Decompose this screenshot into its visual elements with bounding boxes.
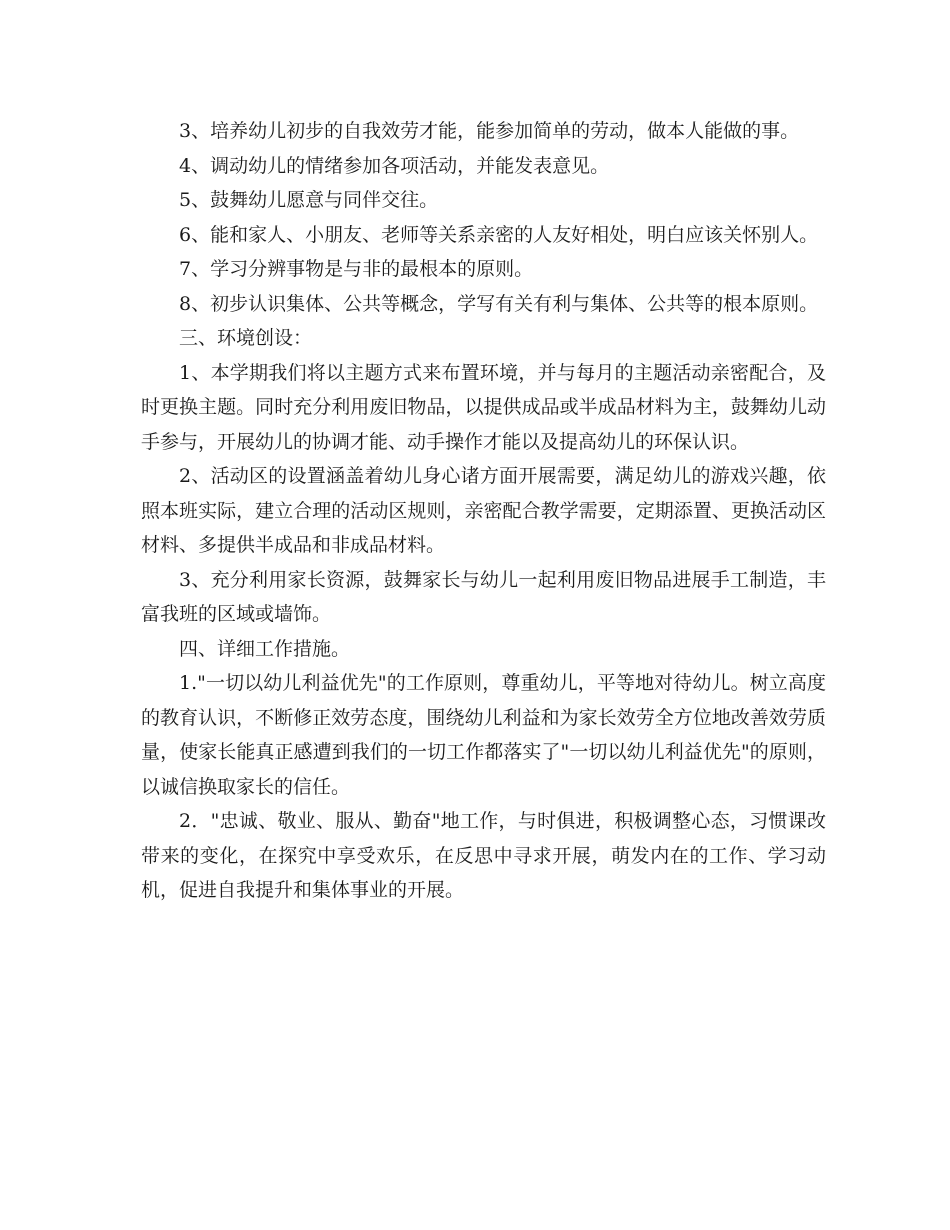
- paragraph-environment-1: 1、本学期我们将以主题方式来布置环境，并与每月的主题活动亲密配合，及时更换主题。同时充分利用废旧物品，以提供成品或半成品材料为主，鼓舞幼儿动手参与，开展幼儿的协调才能、动手操作才能以及提高幼儿的环保认识。: [141, 361, 826, 453]
- section-heading-environment: 三、环境创设：: [179, 327, 313, 349]
- paragraph-measure-1: 1."一切以幼儿利益优先"的工作原则，尊重幼儿，平等地对待幼儿。树立高度的教育认识，不断修正效劳态度，围绕幼儿利益和为家长效劳全方位地改善效劳质量，使家长能真正感遭到我们的一切工作都落实了"一切以幼儿利益优先"的原则，以诚信换取家长的信任。: [141, 672, 826, 798]
- paragraph-goal-7: 7、学习分辨事物是与非的最根本的原则。: [179, 258, 534, 280]
- paragraph-goal-8: 8、初步认识集体、公共等概念，学写有关有利与集体、公共等的根本原则。: [179, 292, 819, 315]
- paragraph-goal-5: 5、鼓舞幼儿愿意与同伴交往。: [179, 189, 439, 211]
- paragraph-measure-2: 2．"忠诚、敬业、服从、勤奋"地工作，与时俱进，积极调整心态，习惯课改带来的变化，在探究中享受欢乐，在反思中寻求开展，萌发内在的工作、学习动机，促进自我提升和集体事业的开展。: [141, 810, 826, 901]
- document-body: [141, 114, 826, 908]
- paragraph-environment-3: 3、充分利用家长资源，鼓舞家长与幼儿一起利用废旧物品进展手工制造，丰富我班的区域或墙饰。: [141, 568, 826, 625]
- paragraph-goal-6: 6、能和家人、小朋友、老师等关系亲密的人友好相处，明白应该关怀别人。: [179, 223, 819, 246]
- paragraph-environment-2: 2、活动区的设置涵盖着幼儿身心诸方面开展需要，满足幼儿的游戏兴趣，依照本班实际，建立合理的活动区规则，亲密配合教学需要，定期添置、更换活动区材料、多提供半成品和非成品材料。: [141, 465, 826, 556]
- section-heading-measures: 四、详细工作措施。: [179, 637, 351, 660]
- paragraph-goal-3: 3、培养幼儿初步的自我效劳才能，能参加简单的劳动，做本人能做的事。: [179, 120, 800, 142]
- paragraph-goal-4: 4、调动幼儿的情绪参加各项活动，并能发表意见。: [179, 154, 610, 177]
